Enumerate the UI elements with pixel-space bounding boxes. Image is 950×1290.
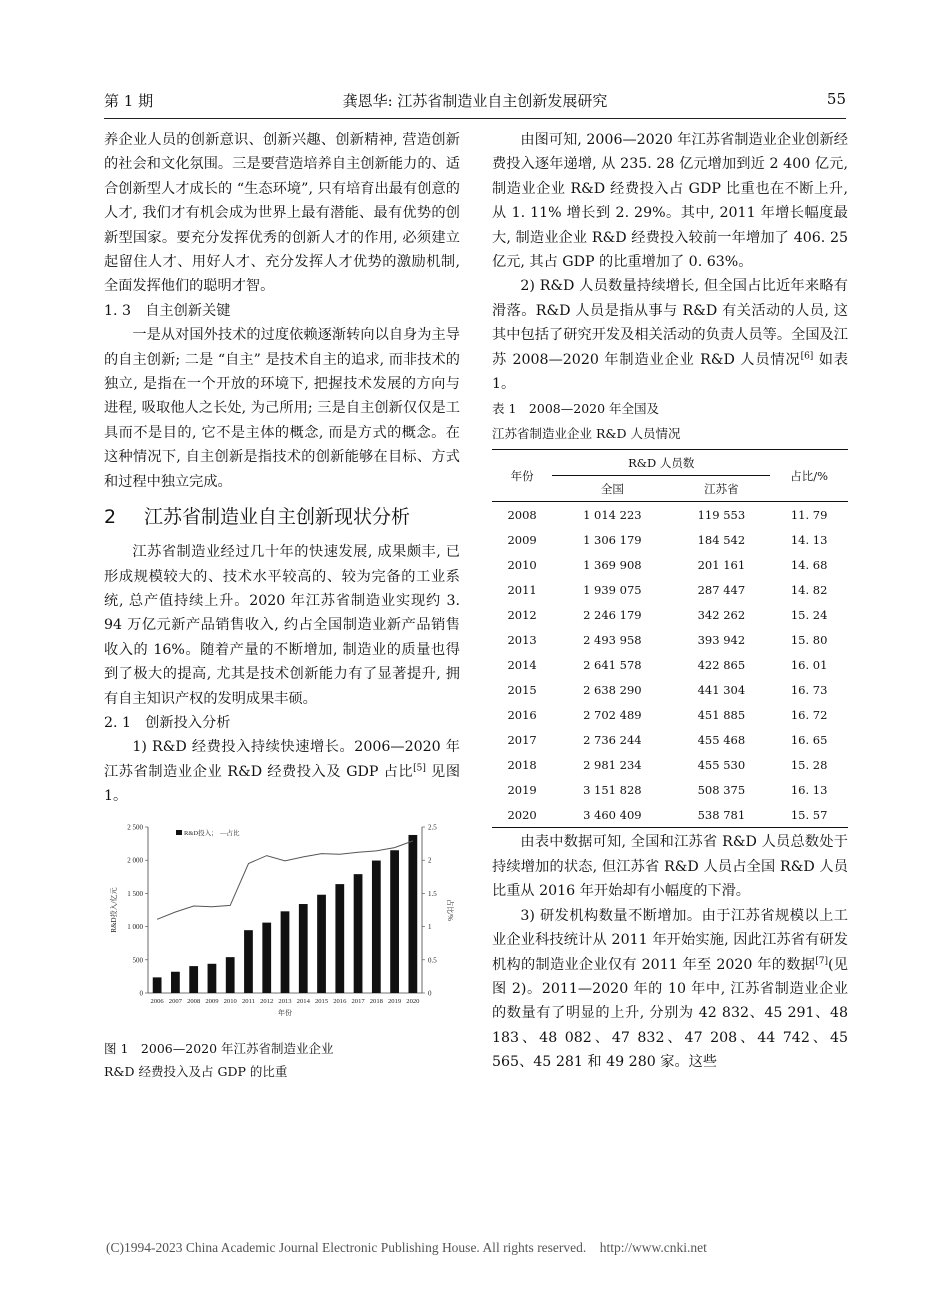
table-header-group: R&D 人员数 xyxy=(552,450,770,476)
paragraph-text: 3) 研发机构数量不断增加。由于江苏省规模以上工业企业科技统计从 2011 年开始实施, 因此江苏省有研发机构的制造业企业仅有 2011 年至 2020 年的数据 xyxy=(492,907,848,973)
bar-2018 xyxy=(372,860,381,992)
x-tick-label: 2014 xyxy=(296,997,310,1005)
table-row xyxy=(492,727,848,752)
cell-jiangsu: 119 553 xyxy=(697,507,746,522)
x-tick-label: 2009 xyxy=(205,997,219,1005)
paragraph-text: 如表 1。 xyxy=(492,351,848,393)
x-tick-label: 2015 xyxy=(314,997,329,1005)
table-row xyxy=(492,802,848,828)
y-tick-label: 1 000 xyxy=(127,922,143,931)
cell-year: 2019 xyxy=(507,782,537,797)
cell-national: 3 460 409 xyxy=(583,807,642,822)
header-rule xyxy=(104,118,846,119)
cell-jiangsu: 538 781 xyxy=(697,807,746,822)
x-tick-label: 2013 xyxy=(278,997,292,1005)
cell-jiangsu: 393 942 xyxy=(697,632,746,647)
section-number: 2 xyxy=(104,506,117,529)
cell-year: 2011 xyxy=(507,582,537,597)
cell-year: 2013 xyxy=(507,632,537,647)
table-row xyxy=(492,677,848,702)
bar-2011 xyxy=(244,930,253,993)
y2-axis-label: 占比/% xyxy=(446,898,454,921)
section-title: 江苏省制造业自主创新现状分析 xyxy=(144,506,411,529)
cell-national: 2 641 578 xyxy=(583,657,642,672)
y-tick-label: 0 xyxy=(139,989,143,998)
table-row xyxy=(492,577,848,602)
table-header-jiangsu: 江苏省 xyxy=(704,481,739,496)
table-body xyxy=(492,502,848,828)
cell-national: 1 014 223 xyxy=(583,507,642,522)
y2-tick-label: 2.5 xyxy=(428,823,437,832)
copyright-footer: (C)1994-2023 China Academic Journal Electronic Publishing House. All rights reserved. http://www.cnki.net xyxy=(106,1240,707,1255)
cell-year: 2015 xyxy=(507,682,537,697)
table-row xyxy=(492,752,848,777)
bar-2019 xyxy=(390,850,399,993)
bar-2016 xyxy=(335,884,344,993)
cell-ratio: 15. 24 xyxy=(790,607,828,622)
right-column xyxy=(492,128,848,1075)
paragraph: 由表中数据可知, 全国和江苏省 R&D 人员总数处于持续增加的状态, 但江苏省 R&D 人员占全国 R&D 人员比重从 2016 年开始却有小幅度的下滑。 xyxy=(492,834,848,900)
cell-national: 2 981 234 xyxy=(583,757,642,772)
bar-2014 xyxy=(299,904,308,993)
bar-2007 xyxy=(171,971,180,992)
paragraph: 养企业人员的创新意识、创新兴趣、创新精神, 营造创新的社会和文化氛围。三是要营造培养自主创新能力的、适合创新型人才成长的 “生态环境”, 只有培育出最有创意的人才, 我们才有机会成为世界上最有潜能、最有优势的创新型国家。要充分发挥优秀的创新人才的作用, 必须建立起留住人才、用好人才、充分发挥人才优势的激励机制, 全面发挥他们的聪明才智。 xyxy=(104,132,460,295)
bar-2008 xyxy=(189,966,198,993)
cell-national: 1 369 908 xyxy=(583,557,642,572)
cell-national: 2 702 489 xyxy=(583,707,642,722)
figure-caption: R&D 经费投入及占 GDP 的比重 xyxy=(104,1063,288,1079)
table-header-ratio: 占比/% xyxy=(790,468,829,483)
table-row xyxy=(492,702,848,727)
paragraph xyxy=(492,904,848,1075)
table-row xyxy=(492,527,848,552)
citation-ref: [5] xyxy=(413,763,426,774)
cell-jiangsu: 201 161 xyxy=(697,557,746,572)
y-tick-label: 500 xyxy=(132,955,143,964)
bar-2013 xyxy=(281,911,290,993)
cell-ratio: 15. 57 xyxy=(790,807,828,822)
y2-tick-label: 2 xyxy=(428,856,432,865)
cell-year: 2018 xyxy=(507,757,537,772)
y2-tick-label: 1 xyxy=(428,922,432,931)
table-caption: 江苏省制造业企业 R&D 人员情况 xyxy=(492,426,681,442)
citation-ref: [6] xyxy=(800,350,814,361)
x-axis-label: 年份 xyxy=(278,1008,292,1017)
cell-ratio: 16. 65 xyxy=(790,732,828,747)
cell-national: 1 306 179 xyxy=(583,532,642,547)
paragraph xyxy=(492,274,848,396)
x-tick-label: 2019 xyxy=(388,997,402,1005)
cell-jiangsu: 422 865 xyxy=(697,657,746,672)
table-row xyxy=(492,502,848,528)
cell-year: 2010 xyxy=(507,557,537,572)
cell-year: 2008 xyxy=(507,507,537,522)
cell-national: 2 493 958 xyxy=(583,632,642,647)
legend-label-rd: R&D投入； xyxy=(184,829,218,837)
section-heading-2 xyxy=(104,502,460,532)
cell-jiangsu: 441 304 xyxy=(697,682,746,697)
y-axis-label: R&D投入/亿元 xyxy=(110,887,118,933)
paragraph: 一是从对国外技术的过度依赖逐渐转向以自身为主导的自主创新; 二是 “自主” 是技术自主的追求, 而非技术的独立, 是指在一个开放的环境下, 把握技术发展的方向与进程, 吸取他人之长处, 为己所用; 三是自主创新仅仅是工具而不是目的, 它不是主体的概念, 而是方式的概念。在这种情况下, 自主创新是指技术的创新能够在目标、方式和过程中独立完成。 xyxy=(104,327,460,490)
table-caption: 表 1 2008—2020 年全国及 xyxy=(492,401,660,417)
cell-ratio: 11. 79 xyxy=(790,507,828,522)
cell-year: 2014 xyxy=(507,657,537,672)
rd-chart xyxy=(104,819,460,1037)
left-column xyxy=(104,128,460,1083)
cell-ratio: 16. 73 xyxy=(790,682,828,697)
bar-2006 xyxy=(153,977,162,993)
cell-national: 2 736 244 xyxy=(583,732,642,747)
table-header-national: 全国 xyxy=(600,481,624,496)
cell-jiangsu: 508 375 xyxy=(697,782,746,797)
rd-staff-table xyxy=(492,449,848,828)
cell-year: 2009 xyxy=(507,532,537,547)
y2-tick-label: 0.5 xyxy=(428,955,437,964)
bar-2020 xyxy=(408,835,417,993)
cell-ratio: 16. 72 xyxy=(790,707,828,722)
y2-tick-label: 1.5 xyxy=(428,889,437,898)
table-row xyxy=(492,552,848,577)
cell-national: 2 246 179 xyxy=(583,607,642,622)
section-heading-2-1: 2. 1 创新投入分析 xyxy=(104,714,231,731)
cell-year: 2012 xyxy=(507,607,537,622)
cell-ratio: 15. 28 xyxy=(790,757,828,772)
bar-2017 xyxy=(354,874,363,993)
cell-ratio: 14. 68 xyxy=(790,557,828,572)
cell-jiangsu: 287 447 xyxy=(697,582,746,597)
bar-2010 xyxy=(226,957,235,993)
cell-national: 2 638 290 xyxy=(583,682,642,697)
figure-1 xyxy=(104,819,460,1083)
figure-caption: 图 1 2006—2020 年江苏省制造业企业 xyxy=(104,1040,334,1056)
cell-year: 2017 xyxy=(507,732,537,747)
legend-label-ratio: —占比 xyxy=(220,829,240,837)
table-row xyxy=(492,777,848,802)
x-tick-label: 2011 xyxy=(241,997,255,1005)
x-tick-label: 2006 xyxy=(150,997,164,1005)
paragraph: 由图可知, 2006—2020 年江苏省制造业企业创新经费投入逐年递增, 从 235. 28 亿元增加到近 2 400 亿元, 制造业企业 R&D 经费投入占 GDP 比重也在不断上升, 从 1. 11% 增长到 2. 29%。其中, 2011 年增长幅度最大, 制造业企业 R&D 经费投入较前一年增加了 406. 25 亿元, 其占 GDP 的比重增加了 0. 63%。 xyxy=(492,132,848,271)
cell-year: 2016 xyxy=(507,707,537,722)
y-tick-label: 2 500 xyxy=(127,823,143,832)
cell-jiangsu: 455 468 xyxy=(697,732,746,747)
x-tick-label: 2007 xyxy=(168,997,182,1005)
x-tick-label: 2010 xyxy=(223,997,237,1005)
cell-year: 2020 xyxy=(507,807,537,822)
cell-ratio: 16. 13 xyxy=(790,782,828,797)
table-row xyxy=(492,652,848,677)
cell-national: 1 939 075 xyxy=(583,582,642,597)
citation-ref: [7] xyxy=(815,955,828,966)
cell-jiangsu: 455 530 xyxy=(697,757,746,772)
paragraph: 江苏省制造业经过几十年的快速发展, 成果颇丰, 已形成规模较大的、技术水平较高的、较为完备的工业系统, 总产值持续上升。2020 年江苏省制造业实现约 3. 94 万亿元新产品销售收入, 约占全国制造业新产品销售收入的 16%。随着产量的不断增加, 制造业的质量也得到了极大的提高, 尤其是技术创新能力有了显著提升, 拥有自主知识产权的发明成果丰硕。 xyxy=(104,544,460,707)
cell-national: 3 151 828 xyxy=(583,782,642,797)
table-header-year: 年份 xyxy=(510,468,534,483)
page-number: 55 xyxy=(826,90,846,108)
running-title: 龚恩华: 江苏省制造业自主创新发展研究 xyxy=(342,92,608,110)
section-heading-1-3: 1. 3 自主创新关键 xyxy=(104,302,231,319)
table-row xyxy=(492,627,848,652)
paragraph-text: (见图 2)。2011—2020 年的 10 年中, 江苏省制造业企业的数量有了明显的上升, 分别为 42 832、45 291、48 183、48 082、47 832、47 208、44 742、45 565、45 281 和 49 280 家。这些 xyxy=(492,956,848,1071)
paragraph-text: 见图 1。 xyxy=(104,763,461,805)
paragraph-text: 1) R&D 经费投入持续快速增长。2006—2020 年江苏省制造业企业 R&D 经费投入及 GDP 占比 xyxy=(104,739,460,780)
y2-tick-label: 0 xyxy=(428,989,432,998)
cell-jiangsu: 184 542 xyxy=(697,532,746,547)
issue-label: 第 1 期 xyxy=(104,92,154,110)
cell-ratio: 14. 13 xyxy=(790,532,828,547)
paragraph xyxy=(104,735,460,808)
cell-jiangsu: 451 885 xyxy=(697,707,746,722)
bar-2015 xyxy=(317,894,326,992)
bar-2012 xyxy=(262,922,271,992)
paragraph-text: 2) R&D 人员数量持续增长, 但全国占比近年来略有滑落。R&D 人员是指从事与 R&D 有关活动的人员, 这其中包括了研究开发及相关活动的负责人员等。全国及江苏 2008—2020 年制造业企业 R&D 人员情况 xyxy=(492,278,848,368)
x-tick-label: 2018 xyxy=(369,997,383,1005)
legend-bar-swatch xyxy=(176,830,182,835)
table-row xyxy=(492,602,848,627)
x-tick-label: 2020 xyxy=(406,997,420,1005)
x-tick-label: 2016 xyxy=(333,997,347,1005)
cell-ratio: 14. 82 xyxy=(790,582,828,597)
x-tick-label: 2008 xyxy=(187,997,201,1005)
bar-2009 xyxy=(208,963,217,992)
y-tick-label: 1 500 xyxy=(127,889,143,898)
cell-ratio: 15. 80 xyxy=(790,632,828,647)
x-tick-label: 2012 xyxy=(260,997,274,1005)
cell-ratio: 16. 01 xyxy=(790,657,828,672)
cell-jiangsu: 342 262 xyxy=(697,607,746,622)
y-tick-label: 2 000 xyxy=(127,856,143,865)
page-header xyxy=(104,90,846,114)
x-tick-label: 2017 xyxy=(351,997,365,1005)
